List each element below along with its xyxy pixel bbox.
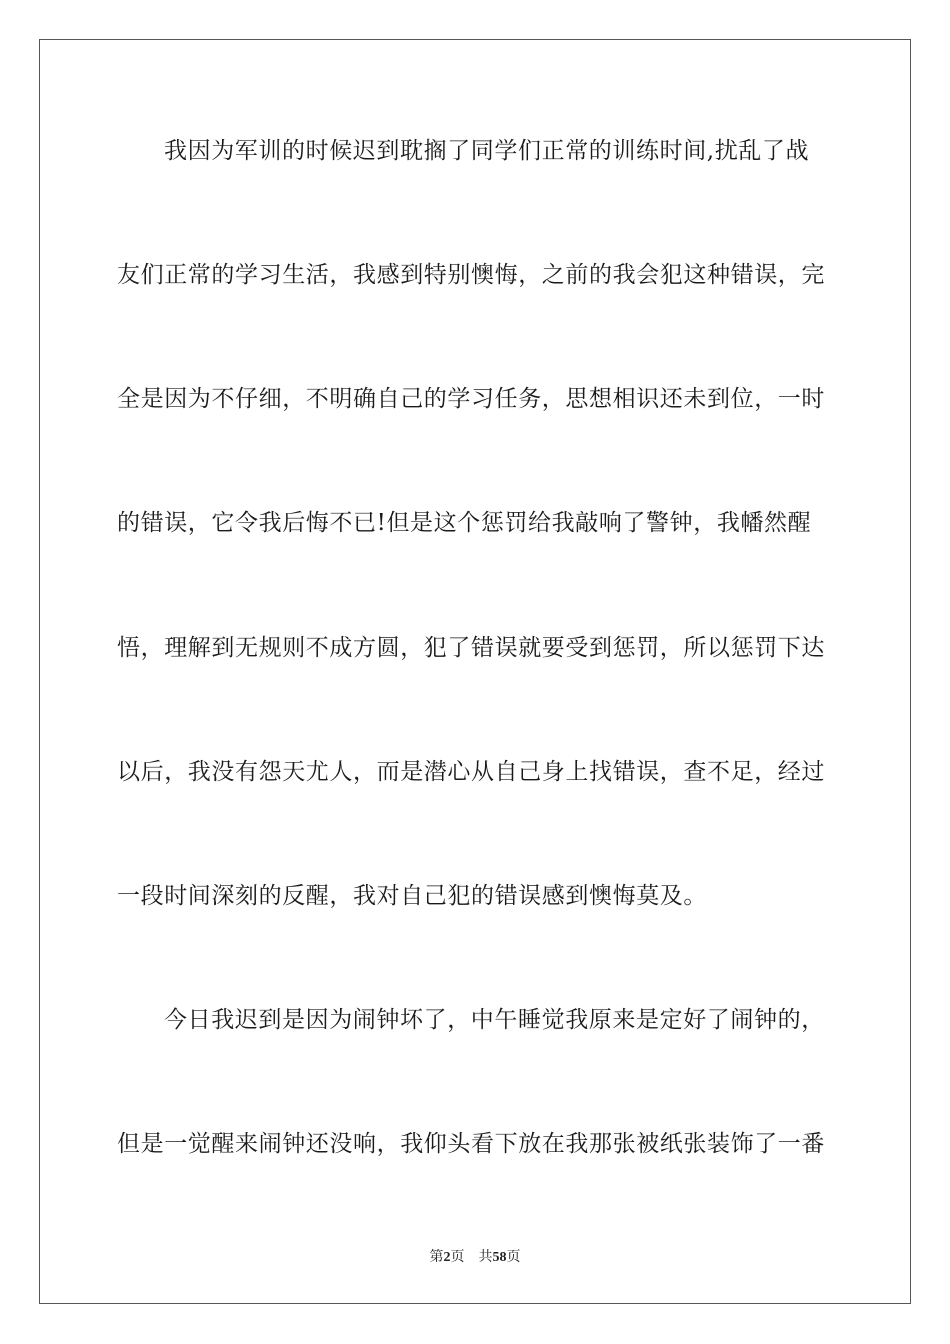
paragraph-1-line-6: 以后，我没有怨天尤人，而是潜心从自己身上找错误，查不足，经过	[117, 759, 825, 785]
total-prefix: 共	[478, 1250, 493, 1265]
page-prefix: 第	[429, 1250, 444, 1265]
total-suffix: 页	[506, 1250, 521, 1265]
page-footer	[0, 1246, 950, 1266]
paragraph-1-line-3: 全是因为不仔细，不明确自己的学习任务，思想相识还未到位，一时	[117, 386, 825, 412]
page-suffix: 页	[450, 1250, 465, 1265]
paragraph-1-line-7: 一段时间深刻的反醒，我对自己犯的错误感到懊悔莫及。	[117, 883, 707, 909]
paragraph-1-line-4: 的错误，它令我后悔不已!但是这个惩罚给我敲响了警钟，我幡然醒	[117, 510, 812, 536]
paragraph-1-line-1: 我因为军训的时候迟到耽搁了同学们正常的训练时间,扰乱了战	[164, 138, 810, 164]
paragraph-2-line-1: 今日我迟到是因为闹钟坏了，中午睡觉我原来是定好了闹钟的，	[164, 1007, 825, 1033]
page-number: 2	[443, 1250, 451, 1265]
page-border	[39, 39, 911, 1304]
paragraph-1-line-5: 悟，理解到无规则不成方圆，犯了错误就要受到惩罚，所以惩罚下达	[117, 635, 825, 661]
total-pages: 58	[492, 1250, 507, 1265]
paragraph-1-line-2: 友们正常的学习生活，我感到特别懊悔，之前的我会犯这种错误，完	[117, 262, 825, 288]
paragraph-2-line-2: 但是一觉醒来闹钟还没响，我仰头看下放在我那张被纸张装饰了一番	[117, 1131, 825, 1157]
